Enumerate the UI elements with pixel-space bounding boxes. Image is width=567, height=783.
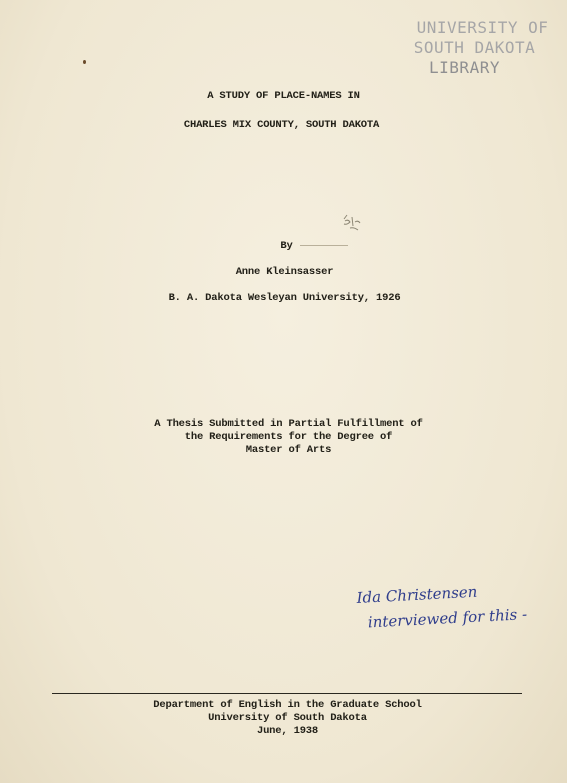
author-by: By: [280, 240, 293, 252]
submission-line-1: A Thesis Submitted in Partial Fulfillment of: [154, 418, 423, 430]
footer-department: Department of English in the Graduate School: [153, 699, 422, 711]
stamp-line-3: LIBRARY: [429, 58, 500, 77]
stamp-line-1: UNIVERSITY OF: [416, 18, 549, 37]
submission-line-2: the Requirements for the Degree of: [184, 431, 393, 443]
stamp-line-2: SOUTH DAKOTA: [413, 38, 536, 57]
footer-university: University of South Dakota: [208, 712, 367, 724]
author-degree: B. A. Dakota Wesleyan University, 1926: [168, 292, 401, 304]
submission-line-3: Master of Arts: [245, 444, 332, 456]
handwritten-line-2: interviewed for this -: [367, 605, 528, 632]
pencil-mark-icon: [338, 213, 370, 239]
handwritten-line-1: Ida Christensen: [356, 582, 478, 607]
footer-date: June, 1938: [256, 725, 318, 737]
library-stamp: [392, 18, 567, 78]
paper-speck: [83, 60, 86, 64]
title-line-1: A STUDY OF PLACE-NAMES IN: [207, 90, 360, 102]
author-name: Anne Kleinsasser: [235, 266, 334, 278]
title-line-2: CHARLES MIX COUNTY, SOUTH DAKOTA: [183, 119, 380, 131]
footer-divider: [52, 693, 522, 694]
handwritten-note: [356, 577, 528, 636]
